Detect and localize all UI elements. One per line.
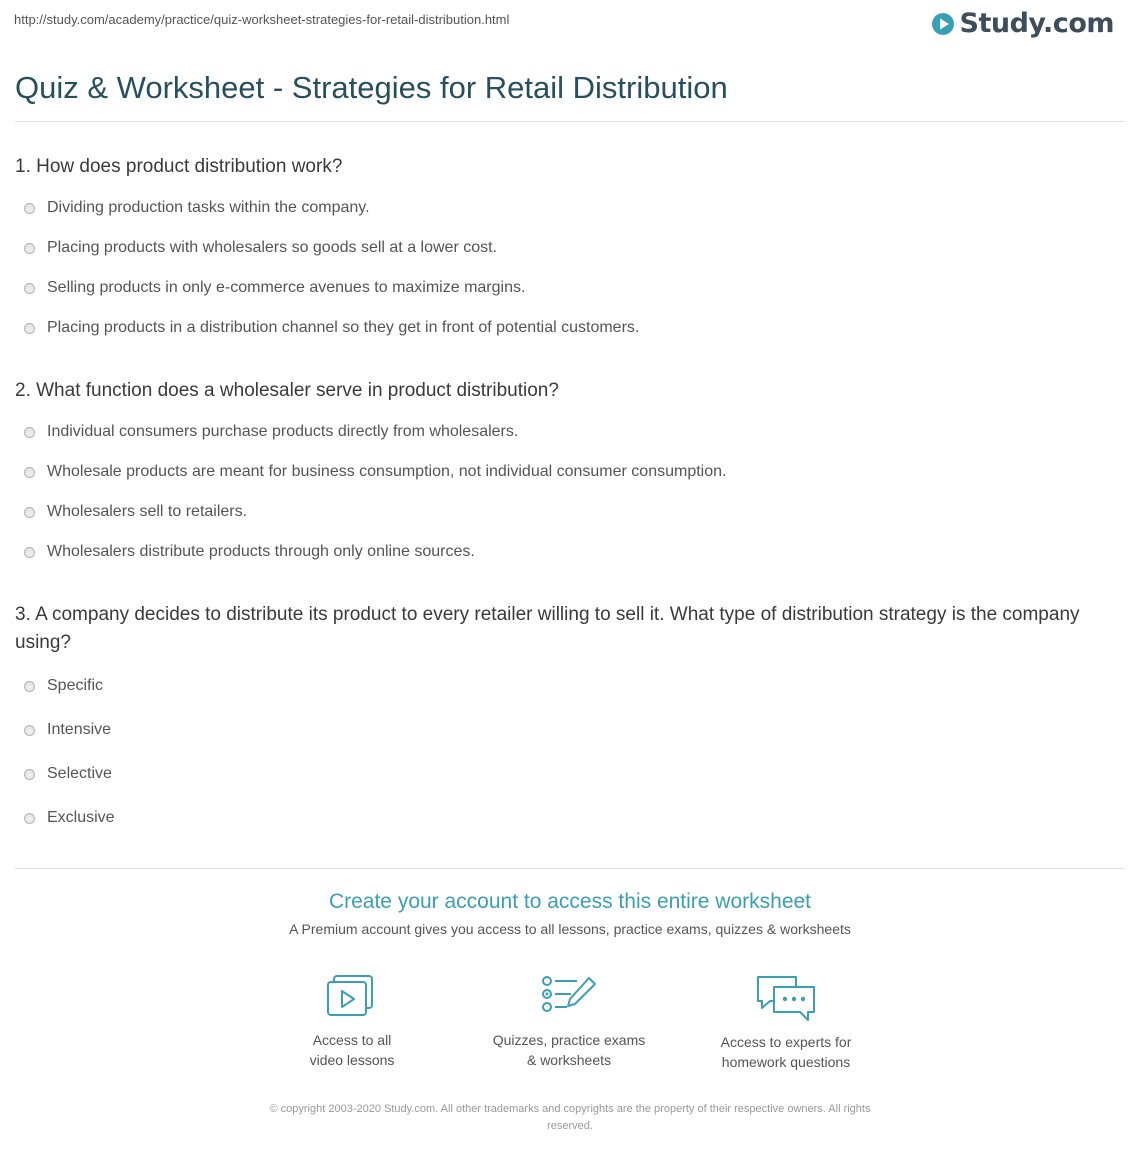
logo-text: Study.com xyxy=(959,8,1114,39)
study-logo[interactable] xyxy=(931,8,1114,39)
radio-button[interactable] xyxy=(24,547,35,558)
q2-option-1[interactable] xyxy=(24,423,518,441)
radio-button[interactable] xyxy=(24,813,35,824)
option-label: Dividing production tasks within the company. xyxy=(47,199,370,216)
feature-label-line: & worksheets xyxy=(526,1052,612,1068)
radio-button[interactable] xyxy=(24,681,35,692)
feature-quizzes xyxy=(469,974,669,1070)
q1-option-3[interactable] xyxy=(24,279,525,297)
feature-label-line: Access to all xyxy=(312,1032,392,1048)
video-lessons-icon xyxy=(322,974,382,1020)
option-label: Placing products in a distribution channel so they get in front of potential customers. xyxy=(47,319,640,336)
radio-button[interactable] xyxy=(24,243,35,254)
copyright-notice xyxy=(220,1101,920,1135)
option-label: Individual consumers purchase products directly from wholesalers. xyxy=(47,423,519,440)
q3-option-1[interactable] xyxy=(24,677,103,695)
option-label: Placing products with wholesalers so goods sell at a lower cost. xyxy=(47,239,497,256)
page-title: Quiz & Worksheet - Strategies for Retail Distribution xyxy=(15,70,728,105)
q1-option-4[interactable] xyxy=(24,319,639,337)
option-label: Wholesalers sell to retailers. xyxy=(47,503,248,520)
feature-label-line: homework questions xyxy=(721,1054,851,1070)
radio-button[interactable] xyxy=(24,427,35,438)
option-label: Wholesalers distribute products through only online sources. xyxy=(47,543,475,560)
q3-option-3[interactable] xyxy=(24,765,112,783)
q3-option-4[interactable] xyxy=(24,809,115,827)
copyright-line: © copyright 2003-2020 Study.com. All other trademarks and copyrights are the property of their respective owners. All rights xyxy=(269,1103,871,1115)
radio-button[interactable] xyxy=(24,283,35,294)
feature-label-line: video lessons xyxy=(309,1052,395,1068)
q2-option-4[interactable] xyxy=(24,543,475,561)
option-label: Intensive xyxy=(47,721,112,738)
question-1: 1. How does product distribution work? xyxy=(15,156,343,177)
question-2: 2. What function does a wholesaler serve in product distribution? xyxy=(15,380,559,401)
feature-label-line: Quizzes, practice exams xyxy=(492,1032,646,1048)
q2-option-2[interactable] xyxy=(24,463,726,481)
quiz-checklist-icon xyxy=(539,974,599,1020)
page-url: http://study.com/academy/practice/quiz-worksheet-strategies-for-retail-distribution.html xyxy=(14,12,510,27)
radio-button[interactable] xyxy=(24,725,35,736)
copyright-line: reserved. xyxy=(547,1120,593,1132)
cta-divider xyxy=(15,868,1125,869)
radio-button[interactable] xyxy=(24,507,35,518)
radio-button[interactable] xyxy=(24,323,35,334)
q2-option-3[interactable] xyxy=(24,503,247,521)
radio-button[interactable] xyxy=(24,203,35,214)
q1-option-2[interactable] xyxy=(24,239,497,257)
option-label: Selling products in only e-commerce avenues to maximize margins. xyxy=(47,279,526,296)
option-label: Selective xyxy=(47,765,112,782)
chat-bubbles-icon xyxy=(754,974,818,1022)
option-label: Specific xyxy=(47,677,104,694)
question-3: 3. A company decides to distribute its product to every retailer willing to sell it. What type of distribution strategy is the company using? xyxy=(15,604,1080,653)
create-account-link[interactable]: Create your account to access this entire worksheet xyxy=(328,890,812,913)
play-logo-icon xyxy=(931,12,955,36)
feature-label-line: Access to experts for xyxy=(720,1034,852,1050)
radio-button[interactable] xyxy=(24,769,35,780)
q3-option-2[interactable] xyxy=(24,721,111,739)
feature-video-lessons xyxy=(252,974,452,1070)
option-label: Wholesale products are meant for business consumption, not individual consumer consumption. xyxy=(47,463,727,480)
title-divider xyxy=(15,121,1125,122)
option-label: Exclusive xyxy=(47,809,115,826)
top-bar xyxy=(0,0,1140,48)
feature-experts xyxy=(686,974,886,1072)
radio-button[interactable] xyxy=(24,467,35,478)
premium-description: A Premium account gives you access to all lessons, practice exams, quizzes & worksheets xyxy=(289,921,851,937)
q1-option-1[interactable] xyxy=(24,199,370,217)
